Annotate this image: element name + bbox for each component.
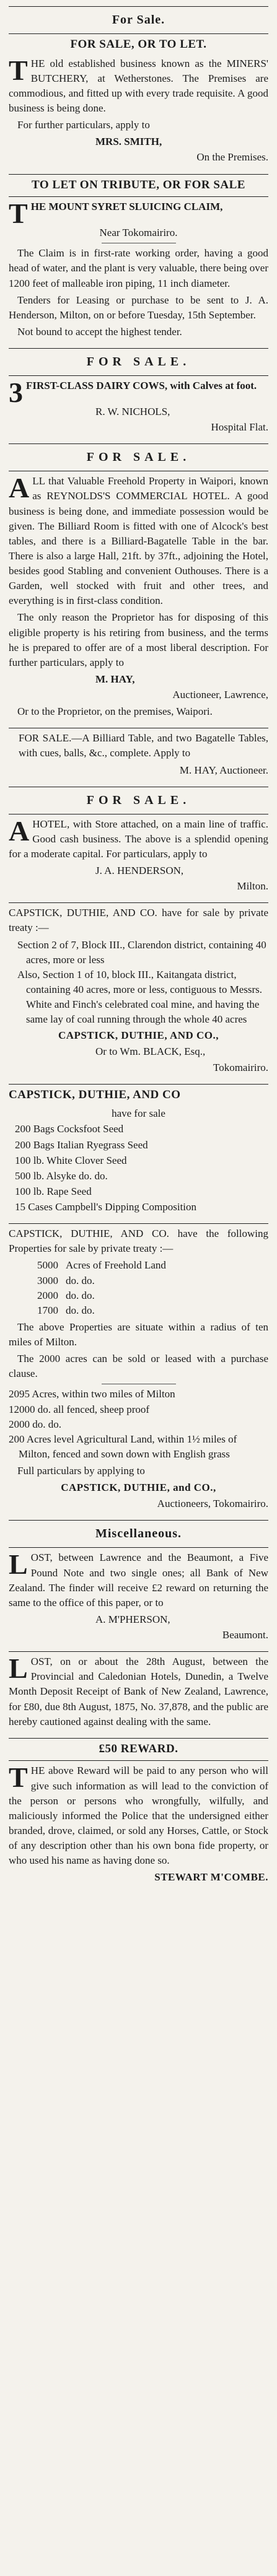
ad-title: CAPSTICK, DUTHIE, AND CO [9, 1088, 181, 1101]
ad-lost-receipt [9, 1654, 268, 1729]
ad-text: OST, between Lawrence and the Beaumont, a Five Pound Note and two single ones; all Bank of New Zealand. The finder will receive £2 reward on returning the same to the office of this paper, or to [9, 1552, 268, 1609]
ad-line: 200 Acres level Agricultural Land, within 1½ miles of Milton, fenced and sown down with English grass [9, 1433, 237, 1460]
ad-hotel-with-store [9, 814, 268, 894]
ad-signature: A. M'PHERSON, [95, 1613, 170, 1625]
rule [9, 375, 268, 376]
ad-body: FOR SALE.—A Billiard Table, and two Bagatelle Tables, with cues, balls, &c., complete. Apply to [19, 732, 268, 759]
ad-miners-butchery [9, 37, 268, 165]
ad-signature: MRS. SMITH, [95, 136, 162, 148]
ad-further: Full particulars by applying to [17, 1465, 145, 1477]
ad-capstick-seeds [9, 1087, 268, 1215]
table-cell: Acres of Freehold Land [66, 1259, 166, 1272]
ad-role: Auctioneers, Tokomairiro. [157, 1498, 268, 1510]
ad-or: Or to Wm. BLACK, Esq., [95, 1046, 206, 1058]
drop-cap: A [9, 472, 30, 504]
rule [9, 33, 268, 34]
ad-dairy-cows [9, 378, 268, 435]
ad-line: 2000 do. do. [9, 1418, 61, 1430]
ad-billiard-table [9, 731, 268, 777]
ad-location: Beaumont. [222, 1629, 268, 1641]
list-item: 100 lb. White Clover Seed [15, 1154, 127, 1166]
ad-reynolds-hotel [9, 474, 268, 719]
rule [9, 174, 268, 175]
list-item: 200 Bags Cocksfoot Seed [15, 1123, 124, 1135]
ad-signature: CAPSTICK, DUTHIE, AND CO., [58, 1029, 219, 1042]
rule [9, 1738, 268, 1739]
table-cell: do. do. [66, 1289, 95, 1301]
rule [9, 443, 268, 444]
ad-signature: J. A. HENDERSON, [95, 865, 184, 877]
table-row [33, 1258, 170, 1273]
table-cell: 5000 [37, 1259, 58, 1272]
ad-signature: M. HAY, Auctioneer. [179, 764, 268, 776]
ad-not-bound: Not bound to accept the highest tender. [17, 325, 182, 338]
table-cell: do. do. [66, 1304, 95, 1316]
rule [9, 1760, 268, 1761]
ad-text: HE above Reward will be paid to any person who will give such information as will lead to the conviction of the person or persons who wrongfully, wilfully, and maliciously informed the Police that the undersigned either branded, drove, claimed, or sold any Horses, Cattle, or Stock of any description other than his own bona fide property, or who used his name as having done so. [9, 1765, 268, 1867]
ad-body [9, 377, 268, 409]
ad-location: On the Premises. [196, 151, 268, 164]
ad-text: HOTEL, with Store attached, on a main line of traffic. Good cash business. The above is a splendid opening for a moderate capital. For particulars, apply to [9, 818, 268, 860]
ad-title: £50 REWARD. [99, 1742, 178, 1755]
ad-text: OST, on or about the 28th August, between the Provincial and Caledonian Hotels, Dunedin, a Twelve Month Deposit Receipt of Bank of New Zealand, Lawrence, for £80, due 8th August, 1875, No. 37,878, and the public are hereby cautioned against dealing with the same. [9, 1656, 268, 1727]
ad-body: The Claim is in first-rate working order, having a good head of water, and the plant is very valuable, there being over 1200 feet of malleable iron piping, 11 inch diameter. [9, 247, 268, 289]
drop-cap: T [9, 198, 28, 230]
rule [9, 6, 268, 7]
section-header-misc: Miscellaneous. [95, 1527, 182, 1541]
ad-signature: M. HAY, [95, 673, 135, 685]
ad-role: Auctioneer, Lawrence, [172, 689, 268, 701]
acreage-table [33, 1258, 170, 1318]
section-header-for-sale: FOR SALE. [86, 355, 191, 369]
ad-head [9, 198, 268, 230]
ad-body [9, 1654, 268, 1729]
drop-cap: A [9, 814, 30, 847]
drop-cap: L [9, 1548, 28, 1581]
ad-capstick-properties [9, 1226, 268, 1511]
table-row [33, 1303, 170, 1318]
list-item: 15 Cases Campbell's Dipping Composition [15, 1201, 197, 1213]
ad-text: LL that Valuable Freehold Property in Waipori, known as REYNOLDS'S COMMERCIAL HOTEL. A good business is being done, and immediate possession would be given. The Billiard Room is fitted with one of Alcock's best tables, and there is a Billiard-Bagatelle Table in the bar. There is also a large Hall, 21ft. by 37ft., adjoining the Hotel, besides good Stabling and convenient Outhouses. There is a Garden, well stocked with fruit and other trees, and everything is in first-class condition. [9, 475, 268, 607]
drop-cap: L [9, 1653, 28, 1685]
table-row [33, 1288, 170, 1303]
ad-sub: have for sale [112, 1107, 165, 1120]
ad-near: Near Tokomairiro. [99, 227, 178, 239]
rule [9, 348, 268, 349]
ad-head: CAPSTICK, DUTHIE, AND CO. have the following Properties for sale by private treaty :— [9, 1228, 268, 1255]
ad-text: HE MOUNT SYRET SLUICING CLAIM, [30, 201, 223, 213]
ad-signature: R. W. NICHOLS, [95, 406, 170, 418]
drop-cap: T [9, 54, 28, 86]
list-item: 100 lb. Rape Seed [15, 1185, 92, 1197]
ad-location: Milton. [237, 880, 268, 893]
ad-head: CAPSTICK, DUTHIE, AND CO. have for sale by private treaty :— [9, 907, 268, 934]
table-cell: 1700 [37, 1304, 58, 1316]
ad-body [9, 814, 268, 862]
ad-reward [9, 1741, 268, 1885]
ad-body-2: The only reason the Proprietor has for disposing of this eligible property is his retiring from business, and the terms he is prepared to offer are of a most liberal description. For further particulars, apply to [9, 611, 268, 668]
table-row [33, 1273, 170, 1288]
rule [9, 1520, 268, 1521]
ad-body [9, 1763, 268, 1868]
ad-body [9, 474, 268, 608]
ad-body [9, 1550, 268, 1610]
ad-line: 12000 do. all fenced, sheep proof [9, 1403, 150, 1415]
list-item: 500 lb. Alsyke do. do. [15, 1169, 108, 1182]
ad-section-2: Also, Section 1 of 10, block III., Kaitangata district, containing 40 acres, more or less, contiguous to Messrs. White and Finch's celebrated coal mine, and having the same lay of coal running through the whole 40 acres [17, 968, 263, 1026]
ad-text: HE old established business known as the MINERS' BUTCHERY, at Wetherstones. The Premises are commodious, and fitted up with every trade requisite. A good business is being done. [9, 57, 268, 115]
ad-title: TO LET ON TRIBUTE, OR FOR SALE [32, 178, 245, 191]
rule [9, 196, 268, 197]
ad-body [9, 56, 268, 116]
drop-cap: T [9, 1762, 28, 1794]
ad-location: Tokomairiro. [213, 1061, 268, 1073]
ad-signature: CAPSTICK, DUTHIE, and CO., [61, 1482, 216, 1494]
rule [9, 1651, 268, 1652]
rule [9, 1547, 268, 1548]
ad-text: FIRST-CLASS DAIRY COWS, with Calves at foot. [26, 380, 257, 392]
ad-location: Hospital Flat. [211, 421, 268, 434]
ad-lost-notes [9, 1550, 268, 1643]
ad-mount-syret-claim [9, 177, 268, 340]
drop-cap: 3 [9, 377, 23, 409]
ad-title: FOR SALE, OR TO LET. [70, 38, 207, 51]
section-header-for-sale: FOR SALE. [86, 793, 191, 807]
list-item: 200 Bags Italian Ryegrass Seed [15, 1138, 148, 1151]
ad-section-1: Section 2 of 7, Block III., Clarendon district, containing 40 acres, more or less [17, 938, 266, 966]
ad-capstick-sections [9, 906, 268, 1075]
section-header-for-sale: For Sale. [112, 13, 165, 27]
ad-line: 2095 Acres, within two miles of Milton [9, 1388, 175, 1400]
rule [9, 902, 268, 903]
ad-or: Or to the Proprietor, on the premises, Waipori. [17, 705, 213, 718]
ad-further: For further particulars, apply to [17, 119, 150, 131]
table-cell: 2000 [37, 1289, 58, 1301]
table-cell: do. do. [66, 1274, 95, 1286]
ad-signature: STEWART M'COMBE. [154, 1871, 268, 1884]
ad-tenders: Tenders for Leasing or purchase to be sent to J. A. Henderson, Milton, on or before Tuesday, 15th September. [9, 294, 268, 321]
ad-body-2: The 2000 acres can be sold or leased with a purchase clause. [9, 1353, 268, 1380]
rule [9, 1084, 268, 1085]
seed-list [9, 1122, 268, 1215]
ad-body: The above Properties are situate within a radius of ten miles of Milton. [9, 1321, 268, 1348]
section-header-for-sale: FOR SALE. [86, 450, 191, 465]
rule [9, 1223, 268, 1224]
table-cell: 3000 [37, 1274, 58, 1286]
